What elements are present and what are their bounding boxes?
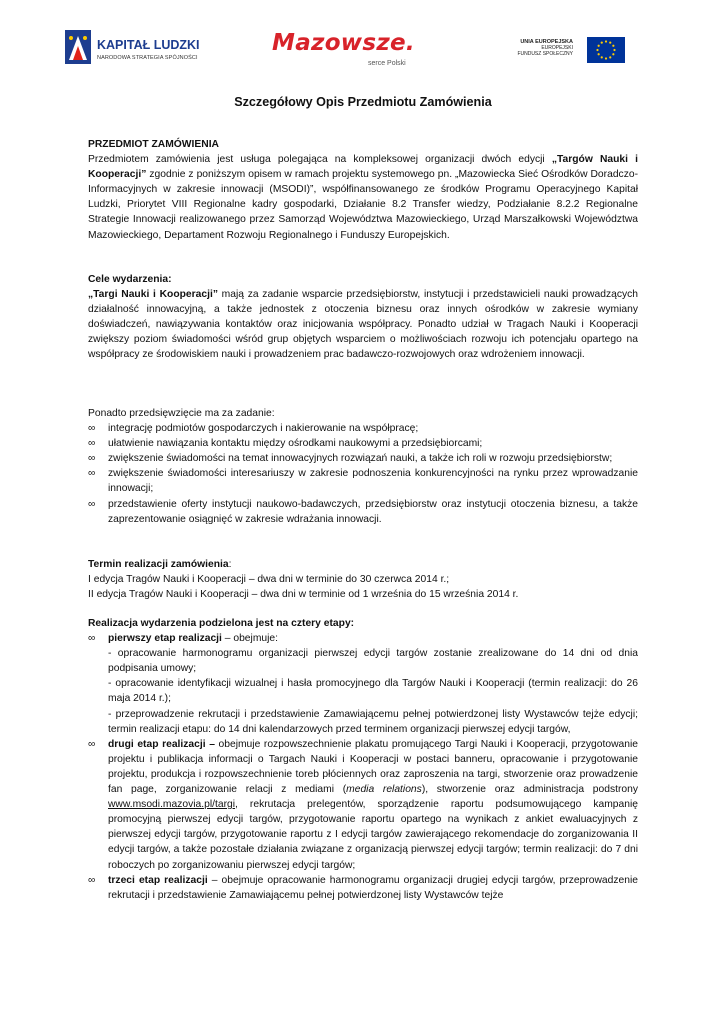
section-stages <box>88 616 638 903</box>
eu-text <box>517 39 573 57</box>
section-goals-text <box>88 287 638 362</box>
list-item-text: zwiększenie świadomości interesariuszy w zakresie podnoszenia konkurencyjności na rynku przez wprowadzanie innowacji; <box>108 468 638 495</box>
eu-star-icon <box>605 40 607 42</box>
eu-star-icon <box>609 56 611 58</box>
eu-star-icon <box>596 49 598 51</box>
stage-3-title: trzeci etap realizacji <box>108 874 208 886</box>
document-title: Szczegółowy Opis Przedmiotu Zamówienia <box>234 95 492 109</box>
infinity-bullet-icon: ∞ <box>88 423 96 435</box>
section-subject <box>88 137 638 243</box>
stage-item-2 <box>88 737 638 873</box>
stage-2-text-b: ), stworzenie oraz administracja podstrony <box>421 784 638 796</box>
list-item <box>88 497 638 527</box>
mazowsze-subtitle: serce Polski <box>368 60 406 67</box>
mazowsze-logo <box>272 30 422 74</box>
section-goals <box>88 272 638 363</box>
goals-text-bold: „Targi Nauki i Kooperacji” <box>88 289 218 301</box>
section-goals-heading: Cele wydarzenia: <box>88 274 172 285</box>
infinity-bullet-icon: ∞ <box>88 438 96 450</box>
section-stages-heading: Realizacja wydarzenia podzielona jest na cztery etapy: <box>88 618 355 629</box>
goals-text-b: mają za zadanie wsparcie przedsiębiorstw, instytucji i przedstawicieli nauki prowadzących działalność innowacyjną, a także jednostek z otoczenia biznesu oraz innych ośrodków w zakresie wymiany doświadczeń, nawiązywania kontaktów oraz inicjowania współpracy. Ponadto udział w Tragach Nauki i Kooperacji zwiększy poziom świadomości wśród grup objętych wsparciem o możliwościach rozwoju ich potencjału opartego na współpracy ze środowiskiem nauki i prowadzeniem prac badawczo-rozwojowych oraz wdrożeniem innowacji. <box>88 289 638 361</box>
list-item <box>88 436 638 451</box>
stage-1-sub-3: - przeprowadzenie rekrutacji i przedstawienie Zamawiającemu pełnej potwierdzonej listy Wystawców tejże edycji; termin realizacji etapu: do 14 dni kalendarzowych przed terminem organizacji pierwszej edycji targów, <box>108 708 638 735</box>
mazowsze-title: Mazowsze. <box>272 30 415 56</box>
eu-line-3: FUNDUSZ SPOŁECZNY <box>517 51 573 57</box>
eu-star-icon <box>598 45 600 47</box>
list-item-text: przedstawienie oferty instytucji naukowo-badawczych, przedsiębiorstw oraz instytucji otoczenia biznesu, a także zaprezentowanie osiągnięć w zakresie wdrażania innowacji. <box>108 498 638 525</box>
eu-star-icon <box>613 49 615 51</box>
stage-3-rest: – obejmuje opracowanie harmonogramu organizacji drugiej edycji targów, przeprowadzenie rekrutacji i przedstawienie Zamawiającemu pełnej potwierdzonej listy Wystawców tejże <box>108 874 638 901</box>
infinity-bullet-icon: ∞ <box>88 738 96 750</box>
stage-item-3 <box>88 873 638 903</box>
deadline-line-2: II edycja Tragów Nauki i Kooperacji – dwa dni w terminie od 1 września do 15 września 2014 r. <box>88 589 519 601</box>
eu-logo <box>510 37 625 67</box>
eu-flag-icon <box>587 37 625 63</box>
eu-star-icon <box>601 42 603 44</box>
list-item-text: integrację podmiotów gospodarczych i nakierowanie na współpracę; <box>108 423 419 435</box>
infinity-bullet-icon: ∞ <box>88 468 96 480</box>
header-logos <box>0 0 724 80</box>
stages-list <box>88 631 638 646</box>
tasks-list <box>88 421 638 527</box>
infinity-bullet-icon: ∞ <box>88 874 96 886</box>
section-subject-heading: PRZEDMIOT ZAMÓWIENIA <box>88 139 219 150</box>
eu-star-icon <box>609 42 611 44</box>
eu-line-1: UNIA EUROPEJSKA <box>520 39 573 45</box>
section-deadline <box>88 557 638 602</box>
infinity-bullet-icon: ∞ <box>88 633 96 645</box>
section-subject-text <box>88 152 638 243</box>
kapital-ludzki-logo <box>65 30 205 74</box>
stage-2-text-a: obejmuje rozpowszechnienie plakatu promującego Targi Nauki i Kooperacji, przygotowanie projektu i publikacja informacji o Targach Nauki i Kooperacji w postaci banneru, opracowanie i przygotowanie projektu, produkcja i rozpowszechnienie toreb płóciennych oraz zaproszenia na targi, stworzenie oraz prowadzenie fan page, zorganizowanie relacji z mediami ( <box>108 738 638 796</box>
section-tasks-intro: Ponadto przedsięwzięcie ma za zadanie: <box>88 408 275 419</box>
stages-list-cont <box>88 737 638 903</box>
eu-star-icon <box>598 53 600 55</box>
subject-text-a: Przedmiotem zamówienia jest usługa polegająca na kompleksowej organizacji dwóch edycji <box>88 154 552 166</box>
eu-star-icon <box>605 57 607 59</box>
stage-item-1 <box>88 631 638 646</box>
infinity-bullet-icon: ∞ <box>88 498 96 510</box>
stage-1-title: pierwszy etap realizacji <box>108 633 222 645</box>
targi-link[interactable]: www.msodi.mazovia.pl/targi <box>108 799 236 811</box>
eu-star-icon <box>612 45 614 47</box>
stage-1-sub-2: - opracowanie identyfikacji wizualnej i hasła promocyjnego dla Targów Nauki i Kooperacji (termin realizacji: do 26 maja 2014 r.); <box>108 678 638 705</box>
section-tasks <box>88 406 638 527</box>
eu-line-2: EUROPEJSKI <box>541 45 573 51</box>
kapital-ludzki-subtitle: NARODOWA STRATEGIA SPÓJNOŚCI <box>97 55 198 61</box>
list-item-text: ułatwienie nawiązania kontaktu między ośrodkami naukowymi a przedsiębiorcami; <box>108 438 483 450</box>
stage-2-text-c: , rekrutacja prelegentów, sporządzenie raportu podsumowującego kampanię promocyjną pierwszej edycji targów, przygotowanie raportu opartego na wynikach z ankiet ewaluacyjnych z pierwszej edycji targów, przygotowanie raportu z I edycji targów zawierającego rekomendacje do zorganizowania II edycji targów, a także pozostałe działania związane z organizacją pierwszej edycji targów; termin realizacji: do 7 dni roboczych po zorganizowaniu pierwszej edycji targów; <box>108 799 638 871</box>
kapital-ludzki-mark-icon <box>65 30 91 64</box>
stage-1-rest: – obejmuje: <box>221 633 279 645</box>
stage-2-title: drugi etap realizacji – <box>108 738 215 750</box>
deadline-line-1: I edycja Tragów Nauki i Kooperacji – dwa dni w terminie do 30 czerwca 2014 r.; <box>88 574 450 586</box>
subject-text-c: zgodnie z poniższym opisem w ramach projektu systemowego pn. „Mazowiecka Sieć Ośrodków Doradczo-Informacyjnych w zakresie innowacji (MSODI)”, współfinansowanego ze środków Programu Operacyjnego Kapitał Ludzki, Priorytet VIII Regionalne kadry gospodarki, Działanie 8.2 Transfer wiedzy, Podziałanie 8.2.2 Regionalne Strategie Innowacji realizowanego przez Samorząd Województwa Mazowieckiego, Urząd Marszałkowski Województwa Mazowieckiego, Departament Rozwoju Regionalnego i Funduszy Europejskich. <box>88 169 638 241</box>
deadline-heading-bold: Termin realizacji zamówienia <box>88 559 229 570</box>
stage-2-italic: media relations <box>346 784 422 796</box>
list-item <box>88 421 638 436</box>
list-item <box>88 451 638 466</box>
infinity-bullet-icon: ∞ <box>88 453 96 465</box>
section-deadline-heading <box>88 557 638 572</box>
eu-star-icon <box>612 53 614 55</box>
list-item <box>88 466 638 496</box>
kapital-ludzki-title: KAPITAŁ LUDZKI <box>97 38 200 52</box>
eu-star-icon <box>601 56 603 58</box>
subject-text-bold: „Targów Nauki i Kooperacji” <box>88 154 638 181</box>
stage-1-sub-1: - opracowanie harmonogramu organizacji pierwszej edycji targów zostanie zrealizowane do 14 dni od dnia podpisania umowy; <box>108 648 638 675</box>
deadline-heading-colon: : <box>228 559 232 570</box>
list-item-text: zwiększenie świadomości na temat innowacyjnych rozwiązań nauki, a także ich roli w rozwoju przedsiębiorstw; <box>108 453 613 465</box>
